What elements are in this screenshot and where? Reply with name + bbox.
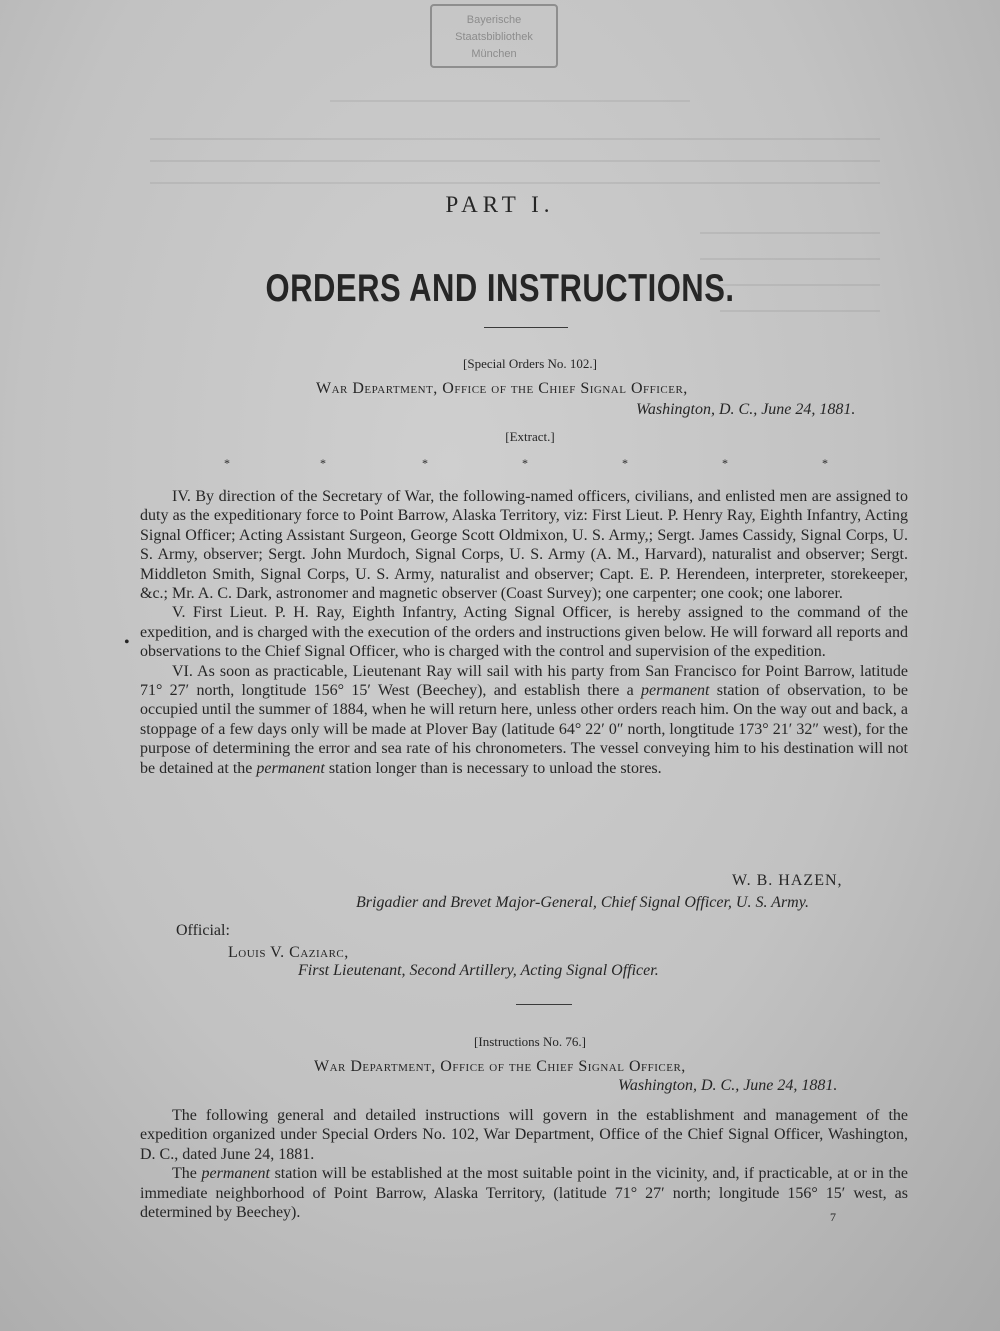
para-vi-text-3: station longer than is necessary to unload the stores. [328,759,662,777]
place-date-2: Washington, D. C., June 24, 1881. [618,1077,838,1094]
page-number: 7 [830,1210,836,1224]
official-title: First Lieutenant, Second Artillery, Acting Signal Officer. [298,962,659,979]
para2-emphasis: permanent [201,1165,270,1183]
star: * [320,456,326,470]
page-title: ORDERS AND INSTRUCTIONS. [265,266,735,310]
order1-body [140,487,908,778]
official-name: Louis V. Caziarc, [228,944,349,961]
library-stamp [430,4,558,68]
star: * [822,456,828,470]
special-orders-ref: [Special Orders No. 102.] [463,356,597,371]
stamp-line-3: München [471,48,517,60]
paragraph-v: V. First Lieut. P. H. Ray, Eighth Infantry, Acting Signal Officer, is hereby assigned to the command of the expedition, and is charged with the execution of the orders and instructions given below. He will forward all reports and observations to the Chief Signal Officer, who is charged with the control and supervision of the expedition. [140,604,908,661]
star: * [224,456,230,470]
part-heading: PART I. [445,192,555,217]
para2-post: station will be established at the most suitable point in the vicinity, and, if practicable, at or in the immediate neighborhood of Point Barrow, Alaska Territory, (latitude 71° 27′ north; longitude 156° 15′ west, as determined by Beechey). [140,1165,909,1222]
section-rule [516,1004,572,1005]
stamp-line-1: Bayerische [466,14,522,26]
stamp-line-2: Staatsbibliothek [455,31,533,43]
para-vi-text-1: VI. As soon as practicable, Lieutenant Ray will sail with his party from San Francisco for Point Barrow, latitude 71° 27′ north, longtitude 156° 15′ West (Beechey), and establish there a [140,662,908,700]
paragraph-iv: IV. By direction of the Secretary of War, the following-named officers, civilians, and enlisted men are assigned to duty as the expeditionary force to Point Barrow, Alaska Territory, viz: First Lieut. P. Henry Ray, Eighth Infantry, Acting Signal Officer; Acting Assistant Surgeon, George Scott Oldmixon, U. S. Army,; Sergt. James Cassidy, Signal Corps, U. S. Army, observer; Sergt. John Murdoch, Signal Corps, U. S. Army (A. M., Harvard), naturalist and observer; Sergt. Middleton Smith, Signal Corps, U. S. Army, naturalist and observer; Capt. E. P. Herendeen, interpreter, storekeeper, &c.; Mr. A. C. Dark, astronomer and magnetic observer (Coast Survey); one carpenter; one cook; one laborer. [140,488,908,603]
margin-dot: • [124,634,130,651]
para-vi-emphasis-2: permanent [256,759,325,777]
star: * [722,456,728,470]
official-label: Official: [176,922,230,939]
signer-title: Brigadier and Brevet Major-General, Chief Signal Officer, U. S. Army. [356,894,809,911]
dept-header-2: War Department, Office of the Chief Signal Officer, [314,1058,686,1075]
order2-body [140,1106,908,1222]
star: * [422,456,428,470]
para2-pre: The [172,1165,197,1183]
para-vi-text-2: station of observation, to be occupied until the summer of 1884, when he will return here, unless other orders reach him. On the way out and back, a stoppage of a few days only will be made at Plover Bay (latitude 64° 22′ 0″ north, longtitude 173° 21′ 32″ west), for the purpose of determining the error and sea rate of his chronometers. The vessel conveying him to his destination will not be detained at the [140,682,909,777]
place-date-1: Washington, D. C., June 24, 1881. [636,401,856,418]
instructions-paragraph-1: The following general and detailed instructions will govern in the establishment and management of the expedition organized under Special Orders No. 102, War Department, Office of the Chief Signal Officer, Washington, D. C., dated June 24, 1881. [140,1107,908,1163]
star: * [622,456,628,470]
instructions-paragraph-2 [140,1164,908,1222]
extract-label: [Extract.] [505,429,555,444]
dept-header-1: War Department, Office of the Chief Signal Officer, [316,380,688,397]
title-rule [484,327,568,328]
instructions-ref: [Instructions No. 76.] [474,1034,586,1049]
paragraph-vi [140,662,908,778]
star: * [522,456,528,470]
para-vi-emphasis-1: permanent [641,682,710,700]
signer-name: W. B. HAZEN, [732,872,843,889]
